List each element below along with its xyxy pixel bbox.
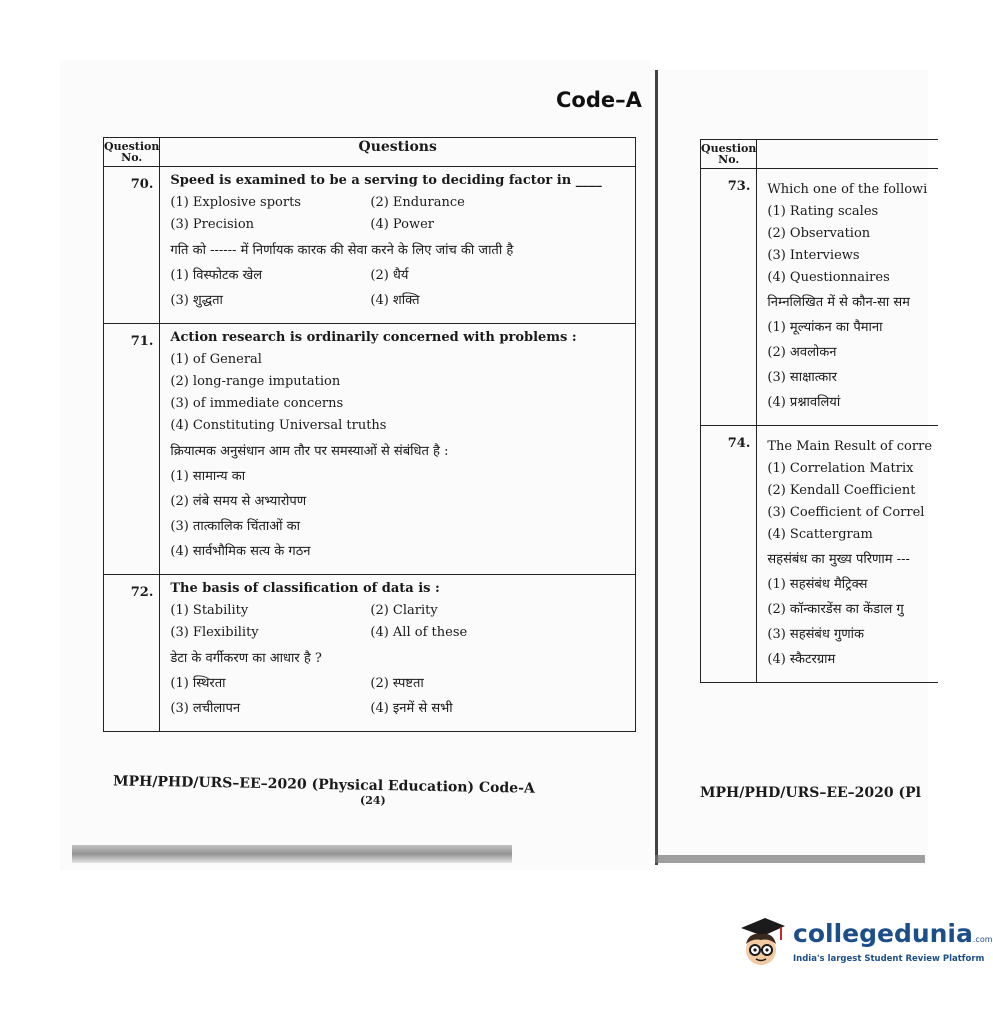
- right-question-table: [700, 139, 938, 683]
- option: (1) Explosive sports: [170, 195, 301, 210]
- question-stem-hindi: डेटा के वर्गीकरण का आधार है ?: [170, 651, 322, 666]
- option: (3) Flexibility: [170, 625, 259, 640]
- option-hindi: (3) साक्षात्कार: [767, 370, 837, 385]
- option-hindi: (1) सामान्य का: [170, 469, 246, 484]
- header-questions: Questions: [160, 138, 636, 167]
- question-body: [757, 426, 938, 683]
- question-body: [160, 324, 636, 575]
- question-number: 70.: [104, 167, 160, 324]
- question-stem: The Main Result of corre: [767, 439, 933, 454]
- option: (2) Kendall Coefficient: [767, 483, 916, 498]
- code-label: Code–A: [556, 88, 642, 112]
- option: (4) Questionnaires: [767, 270, 890, 285]
- page-edge-shadow-right: [655, 855, 925, 863]
- question-row: [104, 324, 636, 575]
- option: (2) long-range imputation: [170, 374, 341, 389]
- question-body: [160, 575, 636, 732]
- option: (4) All of these: [370, 625, 468, 640]
- option-hindi: (3) लचीलापन: [170, 701, 241, 716]
- question-stem: Speed is examined to be a serving to deciding factor in ____: [170, 173, 602, 188]
- question-row: [701, 169, 939, 426]
- mascot-icon: [735, 912, 789, 972]
- option: (1) Correlation Matrix: [767, 461, 914, 476]
- option-hindi: (2) अवलोकन: [767, 345, 837, 360]
- question-stem-hindi: सहसंबंध का मुख्य परिणाम ---: [767, 552, 910, 567]
- page-footer: MPH/PHD/URS–EE–2020 (Physical Education) Code-A: [112, 773, 535, 797]
- option: (4) Power: [370, 217, 435, 232]
- option: (2) Clarity: [370, 603, 438, 618]
- logo-name: collegedunia: [793, 919, 973, 948]
- option-hindi: (4) स्कैटरग्राम: [767, 652, 836, 667]
- option-hindi: (2) लंबे समय से अभ्यारोपण: [170, 494, 307, 509]
- option-hindi: (1) सहसंबंध मैट्रिक्स: [767, 577, 868, 592]
- option-hindi: (1) स्थिरता: [170, 676, 226, 691]
- option: (1) Stability: [170, 603, 249, 618]
- question-number: 72.: [104, 575, 160, 732]
- header-questions-cut: [757, 140, 938, 169]
- option: (3) Interviews: [767, 248, 860, 263]
- option: (2) Observation: [767, 226, 871, 241]
- question-stem-hindi: गति को ------ में निर्णायक कारक की सेवा करने के लिए जांच की जाती है: [170, 243, 514, 258]
- question-number: 74.: [701, 426, 757, 683]
- option: (3) Coefficient of Correl: [767, 505, 925, 520]
- question-row: [104, 575, 636, 732]
- page-number: (24): [360, 794, 386, 807]
- question-stem: Action research is ordinarily concerned with problems :: [170, 330, 577, 345]
- page-footer-right: MPH/PHD/URS–EE–2020 (Pl: [700, 785, 921, 801]
- question-body: [160, 167, 636, 324]
- question-stem: The basis of classification of data is :: [170, 581, 440, 596]
- logo-tagline: India's largest Student Review Platform: [793, 954, 985, 964]
- left-question-table: [103, 137, 636, 732]
- option: (3) of immediate concerns: [170, 396, 344, 411]
- option: (3) Precision: [170, 217, 255, 232]
- option-hindi: (3) तात्कालिक चिंताओं का: [170, 519, 301, 534]
- collegedunia-logo[interactable]: [735, 912, 993, 972]
- question-stem-hindi: क्रियात्मक अनुसंधान आम तौर पर समस्याओं से संबंधित है :: [170, 444, 449, 459]
- option: (1) of General: [170, 352, 262, 367]
- option: (1) Rating scales: [767, 204, 879, 219]
- option-hindi: (4) प्रश्नावलियां: [767, 395, 841, 410]
- option: (4) Scattergram: [767, 527, 873, 542]
- page-edge-shadow: [72, 845, 512, 863]
- logo-suffix: .com: [972, 935, 993, 944]
- option: (4) Constituting Universal truths: [170, 418, 387, 433]
- header-question-no: Question No.: [701, 140, 757, 169]
- option-hindi: (2) धैर्य: [370, 268, 409, 283]
- option: (2) Endurance: [370, 195, 465, 210]
- question-number: 73.: [701, 169, 757, 426]
- option-hindi: (4) सार्वभौमिक सत्य के गठन: [170, 544, 311, 559]
- question-stem-hindi: निम्नलिखित में से कौन-सा सम: [767, 295, 910, 310]
- option-hindi: (2) कॉन्कारडेंस का केंडाल गु: [767, 602, 904, 617]
- option-hindi: (4) इनमें से सभी: [370, 701, 453, 716]
- header-question-no: Question No.: [104, 138, 160, 167]
- question-row: [701, 426, 939, 683]
- question-row: [104, 167, 636, 324]
- question-number: 71.: [104, 324, 160, 575]
- question-stem: Which one of the followi: [767, 182, 928, 197]
- option-hindi: (1) मूल्यांकन का पैमाना: [767, 320, 883, 335]
- option-hindi: (2) स्पष्टता: [370, 676, 424, 691]
- question-body: [757, 169, 938, 426]
- option-hindi: (3) शुद्धता: [170, 293, 223, 308]
- option-hindi: (3) सहसंबंध गुणांक: [767, 627, 865, 642]
- option-hindi: (4) शक्ति: [370, 293, 420, 308]
- option-hindi: (1) विस्फोटक खेल: [170, 268, 263, 283]
